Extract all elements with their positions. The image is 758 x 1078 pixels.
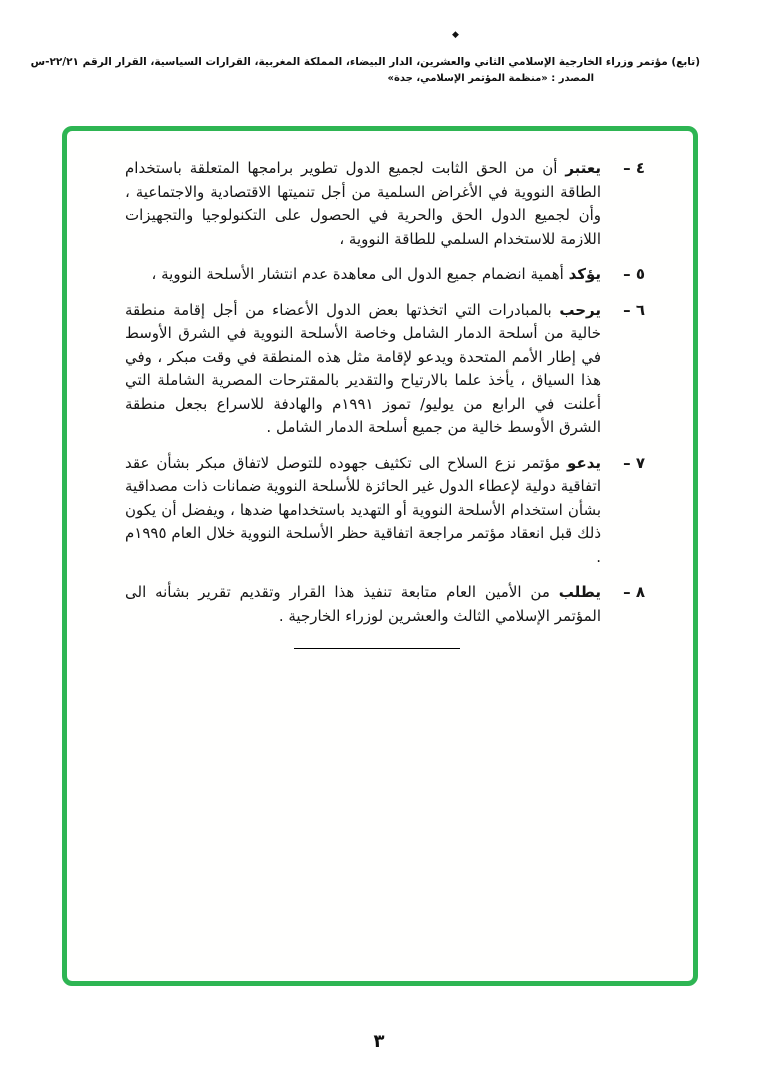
closing-rule [294, 648, 460, 649]
item-body [125, 299, 601, 440]
item-lead: يرحب [559, 300, 601, 319]
item-number: ٨ – [623, 583, 645, 601]
header-source: المصدر : «منظمة المؤتمر الإسلامي، جدة» [387, 73, 594, 84]
item-number: ٥ – [623, 265, 645, 283]
item-lead: يدعو [567, 453, 601, 472]
item-body [125, 157, 601, 251]
page-number: ٣ [373, 1031, 385, 1052]
item-lead: يؤكد [568, 265, 601, 283]
green-frame [62, 126, 698, 986]
item-text: أهمية انضمام جميع الدول الى معاهدة عدم انتشار الأسلحة النووية ، [151, 265, 564, 283]
item-text: مؤتمر نزع السلاح الى تكثيف جهوده للتوصل لاتفاق مبكر بشأن عقد اتفاقية دولية لإعطاء الدول غير الحائزة للأسلحة النووية ضمانات ذات مصداقية بشأن استخدام الأسلحة النووية أو التهديد باستخدامها ضدها ، ويفضل أن يكون ذلك قبل انعقاد مؤتمر مراجعة اتفاقية حظر الأسلحة النووية خلال العام ١٩٩٥م . [125, 453, 601, 566]
item-body [125, 263, 601, 287]
resolution-item-7 [125, 452, 645, 570]
resolution-item-6 [125, 299, 645, 440]
header-title: (تابع) مؤتمر وزراء الخارجية الإسلامي الثاني والعشرين، الدار البيضاء، المملكة المغربية، القرارات السياسية، القرار الرقم ٢٢/٢١-س [30, 56, 700, 68]
item-number: ٦ – [623, 300, 645, 319]
item-body [125, 452, 601, 570]
item-text: بالمبادرات التي اتخذتها بعض الدول الأعضاء من أجل إقامة منطقة خالية من أسلحة الدمار الشامل وخاصة الأسلحة النووية في الشرق الأوسط في إطار الأمم المتحدة ويدعو لإقامة مثل هذه المنطقة في وقت مبكر ، وفي هذا السياق ، يأخذ علما بالارتياح والتقدير بالمقترحات المصرية الشاملة التي أعلنت في الرابع من يوليو/ تموز ١٩٩١م والهادفة للاسراع بجعل منطقة الشرق الأوسط خالية من جميع أسلحة الدمار الشامل . [125, 300, 602, 436]
resolution-item-4 [125, 157, 645, 251]
item-body [125, 581, 601, 628]
item-number: ٧ – [623, 453, 645, 472]
document-header [30, 56, 700, 84]
resolution-item-5 [125, 263, 645, 287]
item-lead: يطلب [558, 583, 601, 601]
diamond-ornament: ◆ [452, 30, 459, 40]
item-number: ٤ – [623, 159, 645, 177]
item-text: أن من الحق الثابت لجميع الدول تطوير برامجها المتعلقة باستخدام الطاقة النووية في الأغراض السلمية من أجل تنميتها الاقتصادية والاجتماعية ، وأن لجميع الدول الحق والحرية في الحصول على التكنولوجيا والتجهيزات اللازمة للاستخدام السلمي للطاقة النووية ، [125, 159, 601, 248]
resolution-item-8 [125, 581, 645, 628]
item-lead: يعتبر [565, 159, 601, 177]
item-text: من الأمين العام متابعة تنفيذ هذا القرار وتقديم تقرير بشأنه الى المؤتمر الإسلامي الثالث والعشرين لوزراء الخارجية . [125, 583, 601, 625]
